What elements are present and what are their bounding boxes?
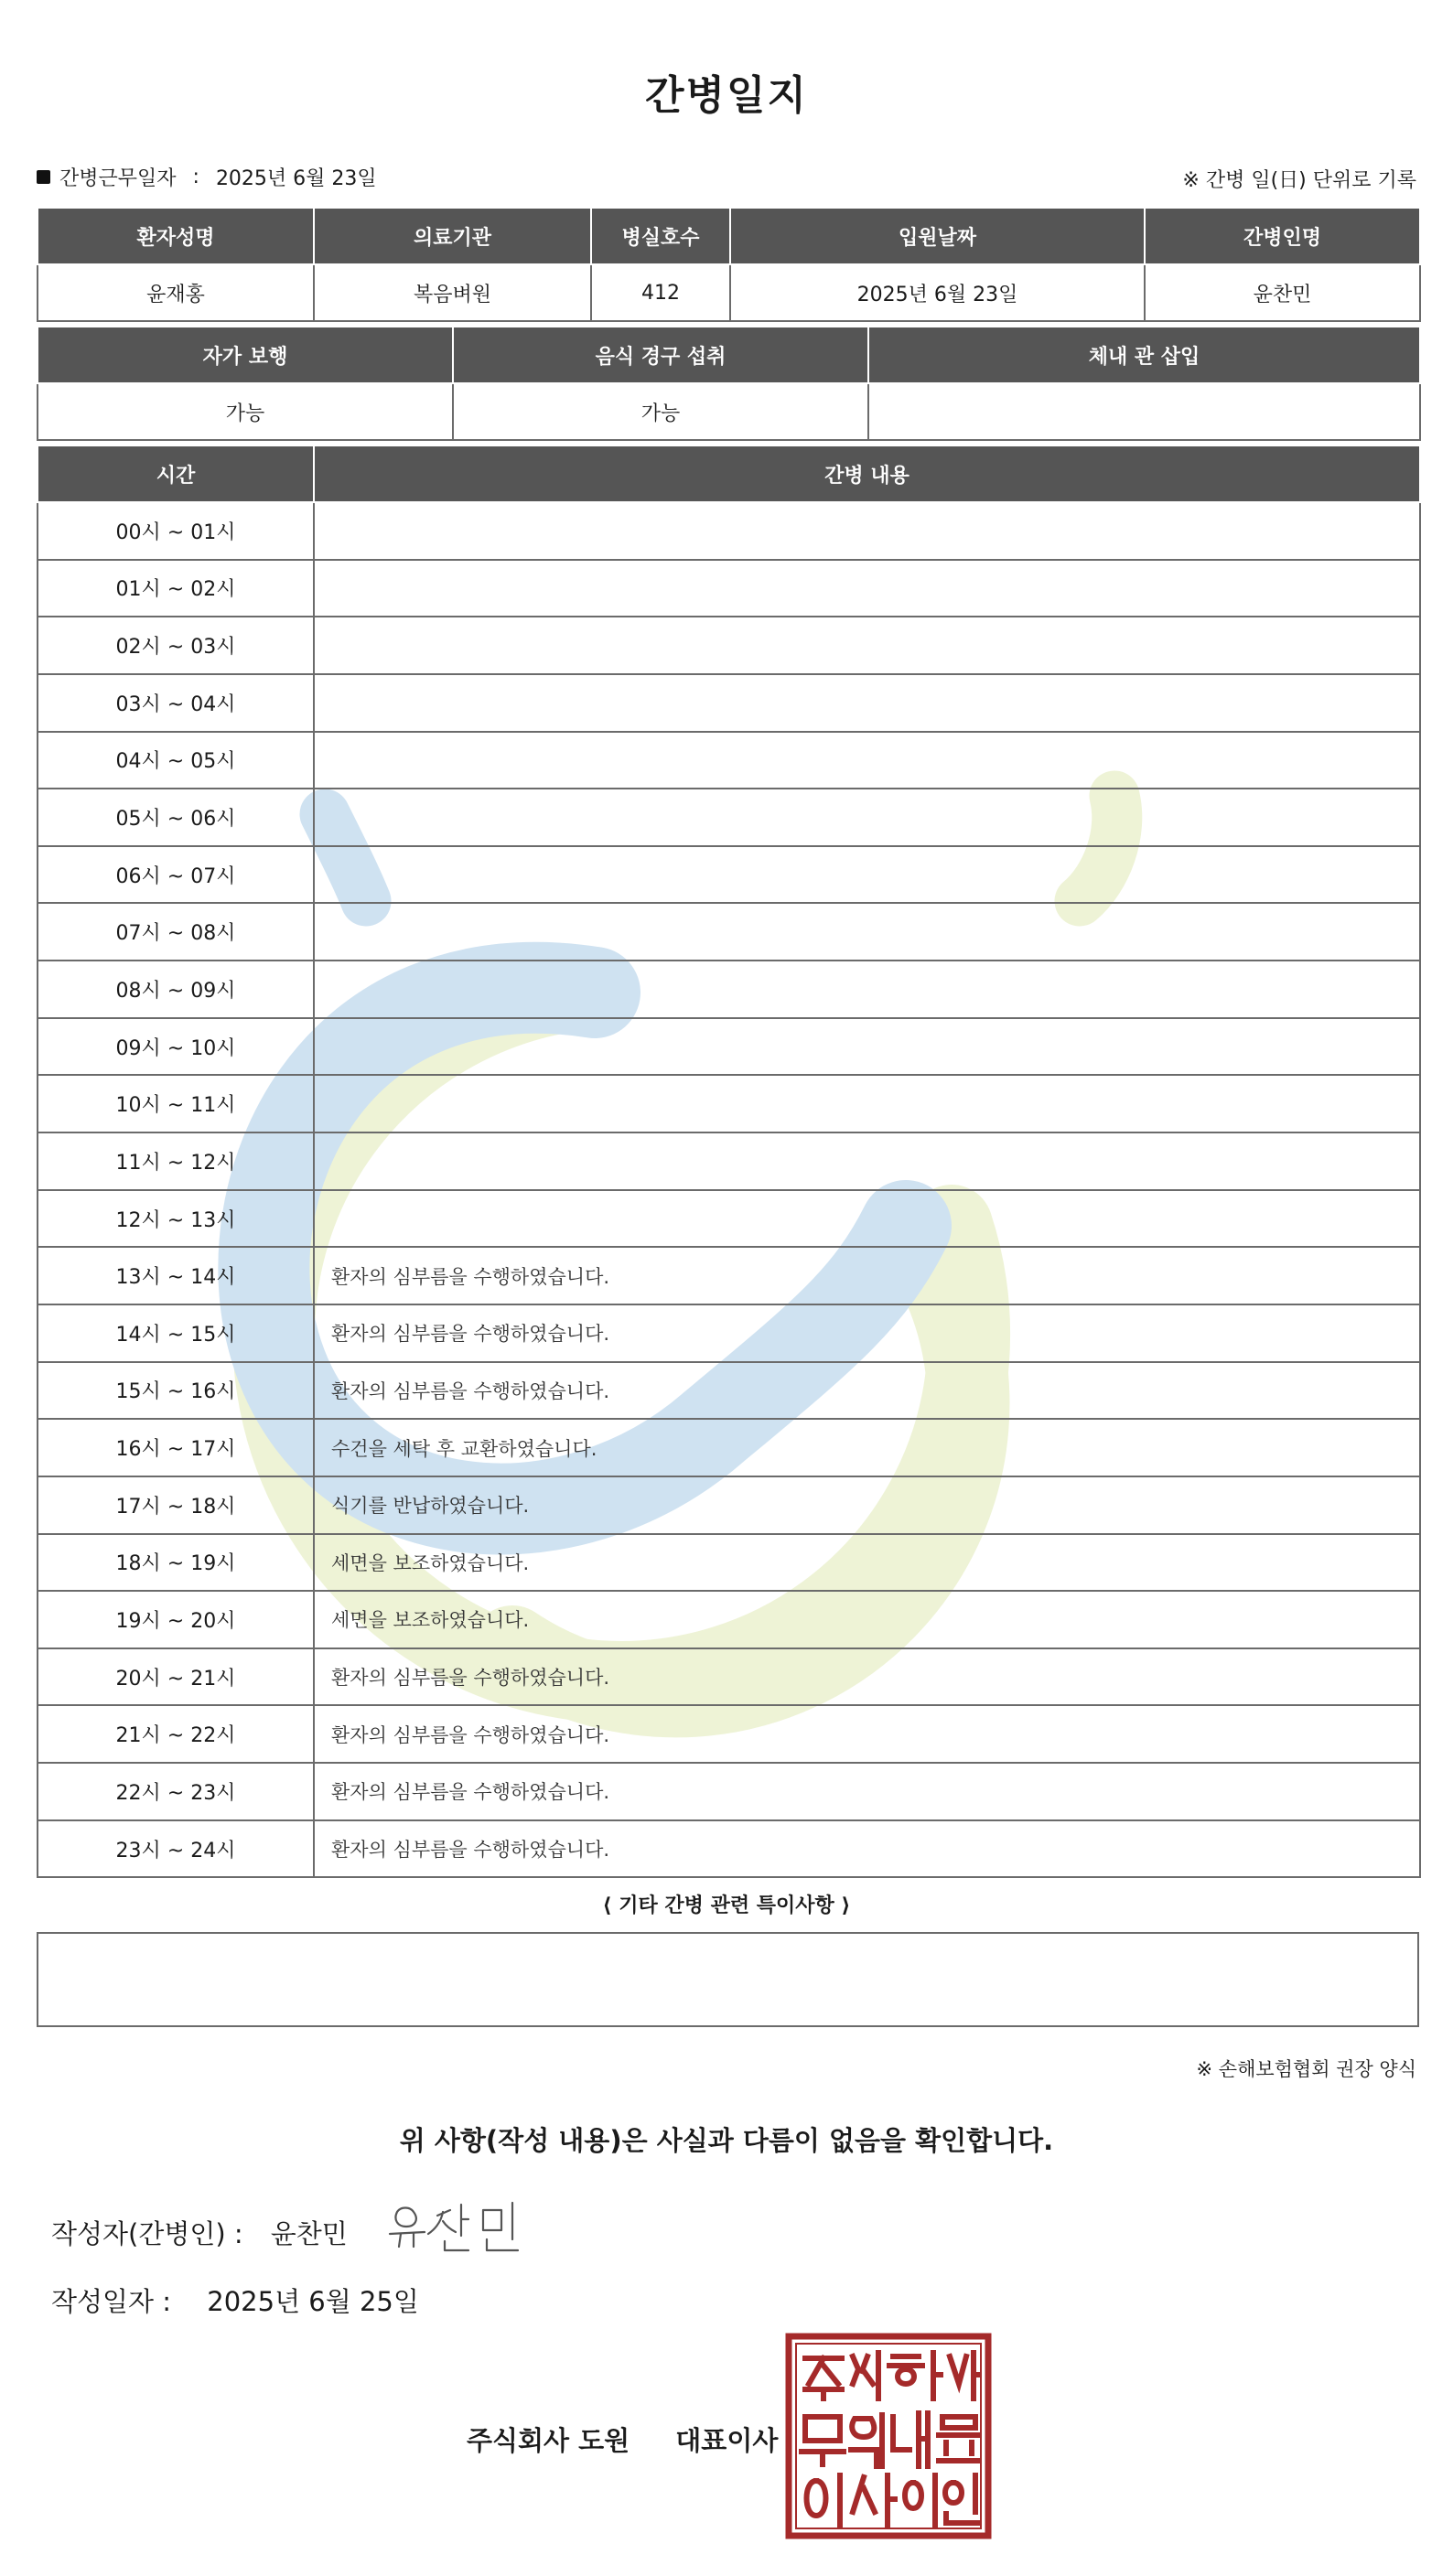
status-header-row bbox=[38, 327, 1420, 383]
care-log-content: 수건을 세탁 후 교환하였습니다. bbox=[314, 1419, 1420, 1476]
care-log-time: 12시 ~ 13시 bbox=[38, 1190, 314, 1248]
care-log-row bbox=[38, 1132, 1420, 1190]
care-log-content: 환자의 심부름을 수행하였습니다. bbox=[314, 1247, 1420, 1304]
care-log-row bbox=[38, 1190, 1420, 1248]
patient-info-table bbox=[37, 207, 1421, 322]
document-title: 간병일지 bbox=[644, 72, 808, 119]
care-log-content bbox=[314, 1190, 1420, 1248]
work-date-label: 간병근무일자 bbox=[59, 167, 177, 190]
header-tube-insertion: 체내 관 삽입 bbox=[868, 327, 1420, 383]
care-log-content: 환자의 심부름을 수행하였습니다. bbox=[314, 1648, 1420, 1706]
written-date-line bbox=[51, 2281, 419, 2319]
care-log-time: 17시 ~ 18시 bbox=[38, 1476, 314, 1534]
header-room-number: 병실호수 bbox=[591, 208, 730, 264]
care-log-row bbox=[38, 1591, 1420, 1648]
care-log-time: 19시 ~ 20시 bbox=[38, 1591, 314, 1648]
writer-line bbox=[51, 2214, 348, 2251]
care-log-time: 15시 ~ 16시 bbox=[38, 1362, 314, 1420]
care-log-content bbox=[314, 502, 1420, 560]
work-date-separator: : bbox=[192, 166, 199, 188]
care-log-header-row bbox=[38, 445, 1420, 502]
patient-info-value-row bbox=[38, 264, 1420, 321]
care-log-row bbox=[38, 961, 1420, 1018]
care-log-content bbox=[314, 961, 1420, 1018]
care-log-time: 22시 ~ 23시 bbox=[38, 1763, 314, 1820]
company-signoff bbox=[467, 2420, 778, 2458]
value-oral-intake: 가능 bbox=[453, 383, 868, 440]
care-log-time: 07시 ~ 08시 bbox=[38, 903, 314, 961]
care-log-content bbox=[314, 1132, 1420, 1190]
value-admission-date: 2025년 6월 23일 bbox=[730, 264, 1145, 321]
care-log-content: 세면을 보조하였습니다. bbox=[314, 1534, 1420, 1592]
writer-label: 작성자(간병인) : bbox=[51, 2218, 243, 2249]
care-log-time: 20시 ~ 21시 bbox=[38, 1648, 314, 1706]
handwritten-signature-icon bbox=[384, 2192, 531, 2265]
care-log-time: 02시 ~ 03시 bbox=[38, 617, 314, 674]
written-date-label: 작성일자 : bbox=[51, 2286, 172, 2317]
care-log-time: 05시 ~ 06시 bbox=[38, 789, 314, 846]
care-log-time: 10시 ~ 11시 bbox=[38, 1075, 314, 1132]
care-log-body bbox=[38, 502, 1420, 1877]
company-role: 대표이사 bbox=[675, 2425, 779, 2456]
care-log-row bbox=[38, 617, 1420, 674]
care-log-content: 세면을 보조하였습니다. bbox=[314, 1591, 1420, 1648]
value-hospital: 복음벼원 bbox=[314, 264, 591, 321]
care-log-row bbox=[38, 1476, 1420, 1534]
care-log-time: 06시 ~ 07시 bbox=[38, 846, 314, 904]
care-log-content: 환자의 심부름을 수행하였습니다. bbox=[314, 1362, 1420, 1420]
care-log-content bbox=[314, 674, 1420, 732]
care-log-content: 식기를 반납하였습니다. bbox=[314, 1476, 1420, 1534]
care-log-row bbox=[38, 1705, 1420, 1763]
value-patient-name: 윤재홍 bbox=[38, 264, 314, 321]
form-source-note: ※ 손해보험협회 권장 양식 bbox=[1196, 2058, 1416, 2080]
value-tube-insertion bbox=[868, 383, 1420, 440]
care-log-content bbox=[314, 560, 1420, 617]
written-date-value: 2025년 6월 25일 bbox=[207, 2286, 419, 2317]
care-log-row bbox=[38, 1304, 1420, 1362]
care-log-content bbox=[314, 617, 1420, 674]
patient-info-header-row bbox=[38, 208, 1420, 264]
work-date-line bbox=[37, 163, 377, 191]
care-log-row bbox=[38, 846, 1420, 904]
notes-box bbox=[37, 1932, 1419, 2027]
care-log-content bbox=[314, 732, 1420, 789]
care-log-row bbox=[38, 560, 1420, 617]
value-caregiver-name: 윤찬민 bbox=[1145, 264, 1420, 321]
care-log-time: 18시 ~ 19시 bbox=[38, 1534, 314, 1592]
confirmation-statement: 위 사항(작성 내용)은 사실과 다름이 없음을 확인합니다. bbox=[399, 2125, 1054, 2156]
notes-title: ⟨ 기타 간병 관련 특이사항 ⟩ bbox=[602, 1894, 851, 1917]
care-log-time: 03시 ~ 04시 bbox=[38, 674, 314, 732]
care-log-time: 21시 ~ 22시 bbox=[38, 1705, 314, 1763]
value-self-walking: 가능 bbox=[38, 383, 453, 440]
care-log-row bbox=[38, 1820, 1420, 1878]
care-log-time: 08시 ~ 09시 bbox=[38, 961, 314, 1018]
work-date-value: 2025년 6월 23일 bbox=[215, 167, 377, 190]
care-log-row bbox=[38, 502, 1420, 560]
header-admission-date: 입원날짜 bbox=[730, 208, 1145, 264]
care-log-content bbox=[314, 846, 1420, 904]
care-log-row bbox=[38, 1419, 1420, 1476]
header-patient-name: 환자성명 bbox=[38, 208, 314, 264]
care-log-content bbox=[314, 903, 1420, 961]
care-log-time: 14시 ~ 15시 bbox=[38, 1304, 314, 1362]
care-log-content bbox=[314, 789, 1420, 846]
header-hospital: 의료기관 bbox=[314, 208, 591, 264]
care-log-row bbox=[38, 1534, 1420, 1592]
care-log-time: 00시 ~ 01시 bbox=[38, 502, 314, 560]
unit-note: ※ 간병 일(日) 단위로 기록 bbox=[1182, 169, 1416, 192]
care-log-row bbox=[38, 1247, 1420, 1304]
care-log-row bbox=[38, 1648, 1420, 1706]
care-log-row bbox=[38, 789, 1420, 846]
care-log-row bbox=[38, 1018, 1420, 1076]
care-log-row bbox=[38, 674, 1420, 732]
care-log-content bbox=[314, 1018, 1420, 1076]
care-log-table bbox=[37, 445, 1421, 1878]
header-oral-intake: 음식 경구 섭취 bbox=[453, 327, 868, 383]
company-seal-icon bbox=[785, 2333, 992, 2539]
value-room-number: 412 bbox=[591, 264, 730, 321]
care-log-time: 11시 ~ 12시 bbox=[38, 1132, 314, 1190]
care-log-time: 16시 ~ 17시 bbox=[38, 1419, 314, 1476]
header-caregiver-name: 간병인명 bbox=[1145, 208, 1420, 264]
care-log-content: 환자의 심부름을 수행하였습니다. bbox=[314, 1304, 1420, 1362]
bullet-square-icon bbox=[37, 170, 50, 184]
company-name: 주식회사 도원 bbox=[467, 2425, 630, 2456]
care-log-content: 환자의 심부름을 수행하였습니다. bbox=[314, 1763, 1420, 1820]
header-time: 시간 bbox=[38, 445, 314, 502]
header-care-content: 간병 내용 bbox=[314, 445, 1420, 502]
care-log-content: 환자의 심부름을 수행하였습니다. bbox=[314, 1705, 1420, 1763]
care-log-row bbox=[38, 732, 1420, 789]
status-value-row bbox=[38, 383, 1420, 440]
care-log-row bbox=[38, 903, 1420, 961]
patient-status-table bbox=[37, 326, 1421, 441]
care-log-content bbox=[314, 1075, 1420, 1132]
care-log-content: 환자의 심부름을 수행하였습니다. bbox=[314, 1820, 1420, 1878]
care-log-time: 09시 ~ 10시 bbox=[38, 1018, 314, 1076]
care-log-time: 01시 ~ 02시 bbox=[38, 560, 314, 617]
care-log-row bbox=[38, 1075, 1420, 1132]
care-log-time: 23시 ~ 24시 bbox=[38, 1820, 314, 1878]
care-log-row bbox=[38, 1362, 1420, 1420]
header-self-walking: 자가 보행 bbox=[38, 327, 453, 383]
care-log-row bbox=[38, 1763, 1420, 1820]
care-log-time: 04시 ~ 05시 bbox=[38, 732, 314, 789]
care-log-time: 13시 ~ 14시 bbox=[38, 1247, 314, 1304]
writer-name: 윤찬민 bbox=[270, 2218, 348, 2249]
